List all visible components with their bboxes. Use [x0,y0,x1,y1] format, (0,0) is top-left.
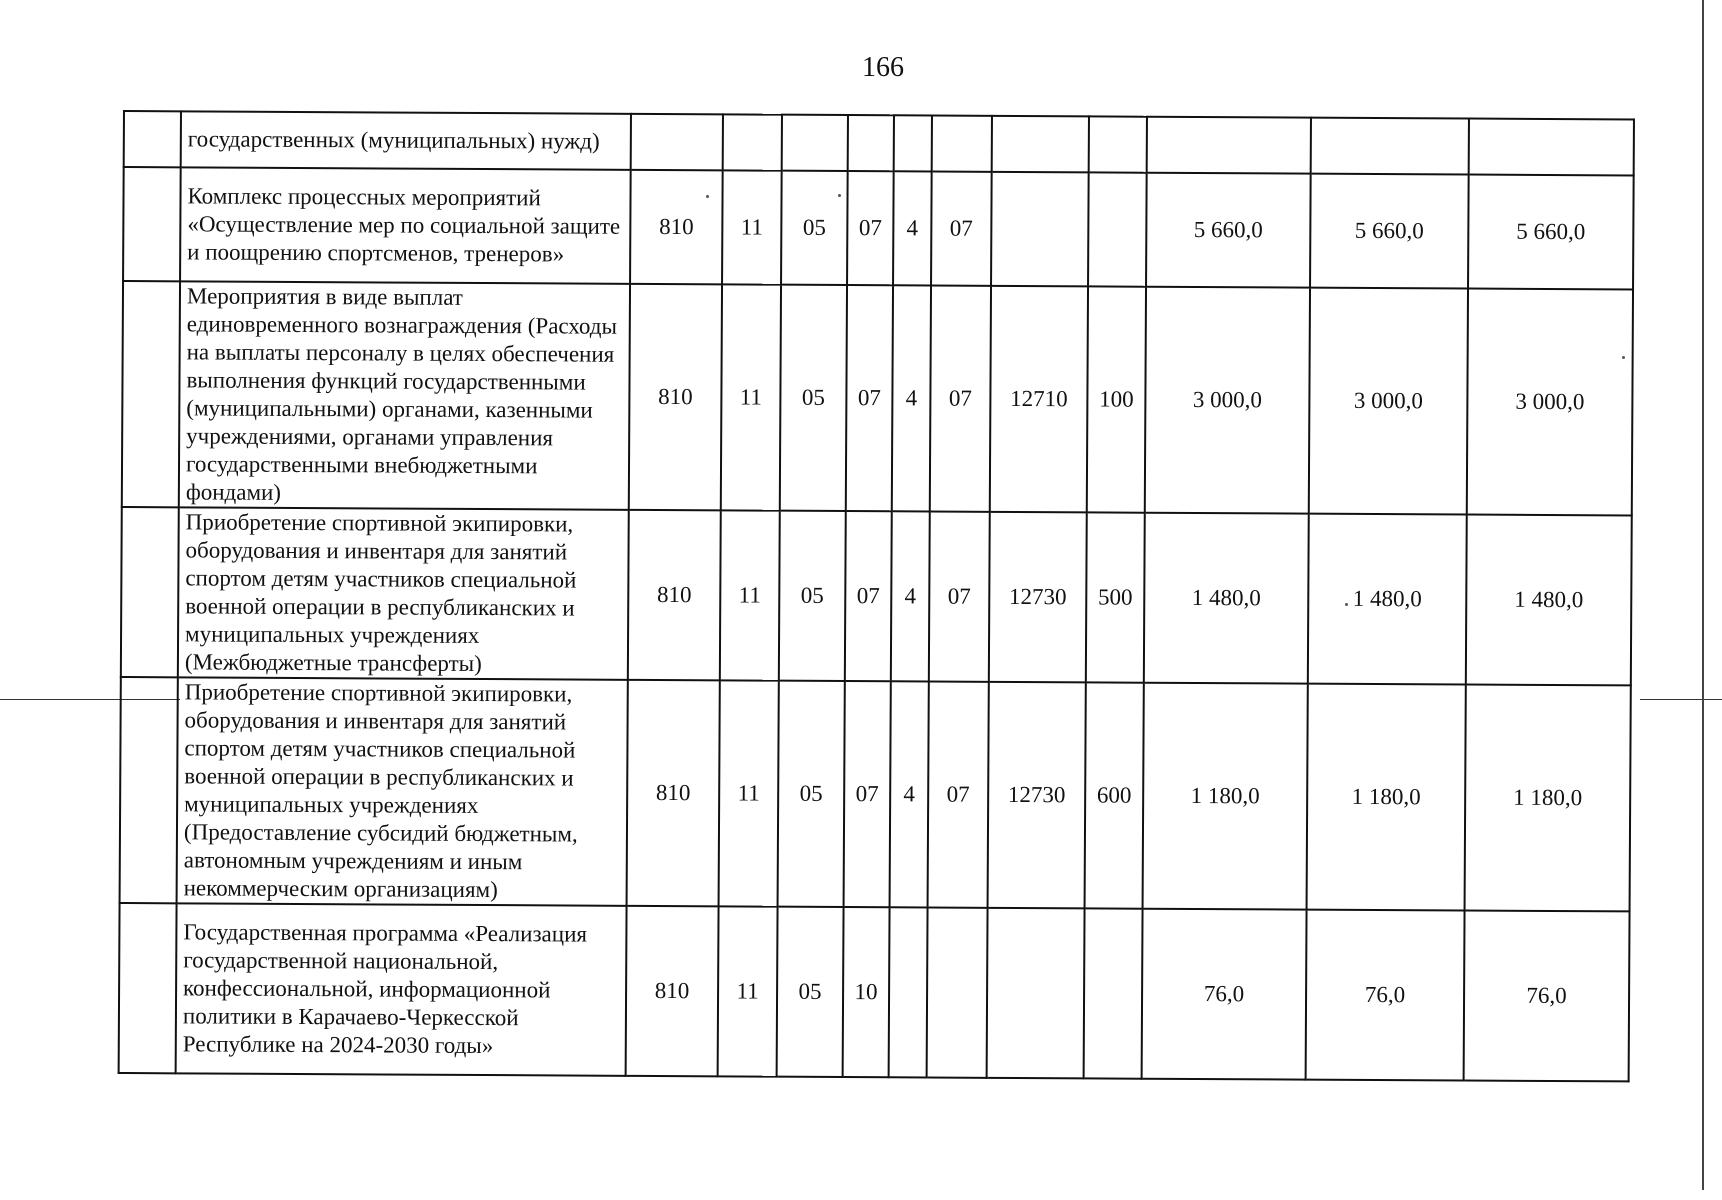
code-cell [1089,116,1147,172]
code-cell: 07 [928,682,989,908]
code-cell: 11 [720,510,780,680]
table-row [123,167,1634,289]
code-cell [631,114,723,171]
code-cell: 05 [780,285,847,511]
code-cell [848,115,894,171]
amount-cell: 1 180,0 [1465,685,1631,912]
code-cell: 11 [719,680,779,906]
table-row [120,677,1631,911]
code-cell [782,115,848,171]
amount-cell: 1 480,0 [1144,513,1309,684]
code-cell [932,116,992,172]
scan-edge-line [1702,0,1704,1190]
row-name: Мероприятия в виде выплат единовременного вознаграждения (Расходы на выплаты персоналу в целях обеспечения выполнения функций государственными (муниципальными) органами, казенными учреждениями, органами управления государственными внебюджетными фондами) [179,281,630,510]
row-name: Приобретение спортивной экипировки, оборудования и инвентаря для занятий спортом детям участников специальной военной операции в республиканских и муниципальных учреждениях (Межбюджетные трансферты) [178,507,629,680]
code-cell: 05 [778,681,845,907]
code-cell: 100 [1087,286,1146,512]
code-cell: 07 [929,512,990,682]
code-cell: 4 [891,511,930,681]
code-cell: 07 [845,511,892,681]
code-cell: 12710 [990,286,1088,513]
row-number-cell [122,281,180,507]
row-number-cell [120,677,178,903]
code-cell [991,172,1089,287]
amount-cell: 1 180,0 [1143,683,1308,910]
code-cell: 600 [1085,682,1144,908]
code-cell [987,908,1085,1079]
code-cell [927,908,988,1078]
code-cell: 810 [628,510,721,681]
code-cell: 4 [892,285,931,511]
code-cell: 810 [630,170,723,285]
code-cell: 500 [1086,512,1145,682]
code-cell [1084,908,1143,1078]
amount-cell: 3 000,0 [1467,289,1633,516]
row-name: Приобретение спортивной экипировки, оборудования и инвентаря для занятий спортом детям участников специальной военной операции в республиканских и муниципальных учреждениях (Предоставление субсидий бюджетным, автономным учреждениям и иным некоммерческим организациям) [177,677,628,906]
table-row [119,903,1630,1081]
row-number-cell [119,903,177,1073]
row-name: Государственная программа «Реализация государственной национальной, конфессиональной, информационной политики в Карачаево-Черкесской Республике на 2024-2030 годы» [176,903,627,1076]
code-cell: 07 [931,172,992,286]
code-cell [889,907,928,1077]
row-number-cell [123,167,181,281]
page-number: 166 [862,52,904,83]
row-number-cell [121,507,179,677]
code-cell: 10 [843,907,890,1077]
code-cell: 05 [779,511,846,681]
row-name: Комплекс процессных мероприятий «Осуществление мер по социальной защите и поощрению спортсменов, тренеров» [180,167,631,284]
amount-cell: 5 660,0 [1146,173,1311,288]
scan-artifact-line-right [1640,699,1722,700]
table-row [121,507,1632,685]
code-cell: 4 [893,171,932,285]
code-cell: 07 [930,286,991,512]
code-cell: 07 [846,285,893,511]
code-cell: 12730 [988,682,1086,909]
amount-cell: 5 660,0 [1310,174,1469,289]
code-cell: 07 [847,171,894,285]
code-cell: 11 [721,284,781,510]
code-cell: 11 [722,170,782,284]
code-cell: 810 [626,906,719,1077]
amount-cell: 1 480,0 [1466,515,1632,686]
amount-cell: 76,0 [1464,911,1630,1082]
code-cell [992,116,1089,173]
code-cell: 07 [844,681,891,907]
amount-cell: 76,0 [1306,910,1465,1081]
row-name: государственных (муниципальных) нужд) [181,111,631,170]
table-row [122,281,1633,515]
code-cell: 810 [627,680,720,907]
amount-cell: 3 000,0 [1309,288,1468,515]
amount-cell: 1 180,0 [1307,684,1466,911]
amount-cell [1311,118,1469,175]
amount-cell: 3 000,0 [1145,287,1310,514]
table-row [124,111,1634,175]
code-cell: 4 [890,681,929,907]
code-cell: 12730 [989,512,1087,683]
code-cell [723,114,782,170]
code-cell [1088,172,1147,286]
amount-cell: 1 480,0 [1308,514,1467,685]
code-cell [894,115,932,171]
row-number-cell [124,111,181,167]
code-cell: 810 [629,284,722,511]
amount-cell: 5 660,0 [1468,175,1634,290]
amount-cell [1147,117,1311,174]
budget-table [118,110,1635,1082]
amount-cell [1469,119,1634,176]
code-cell: 05 [777,907,844,1077]
code-cell: 11 [718,906,778,1076]
code-cell: 05 [781,171,848,285]
amount-cell: 76,0 [1142,909,1307,1080]
